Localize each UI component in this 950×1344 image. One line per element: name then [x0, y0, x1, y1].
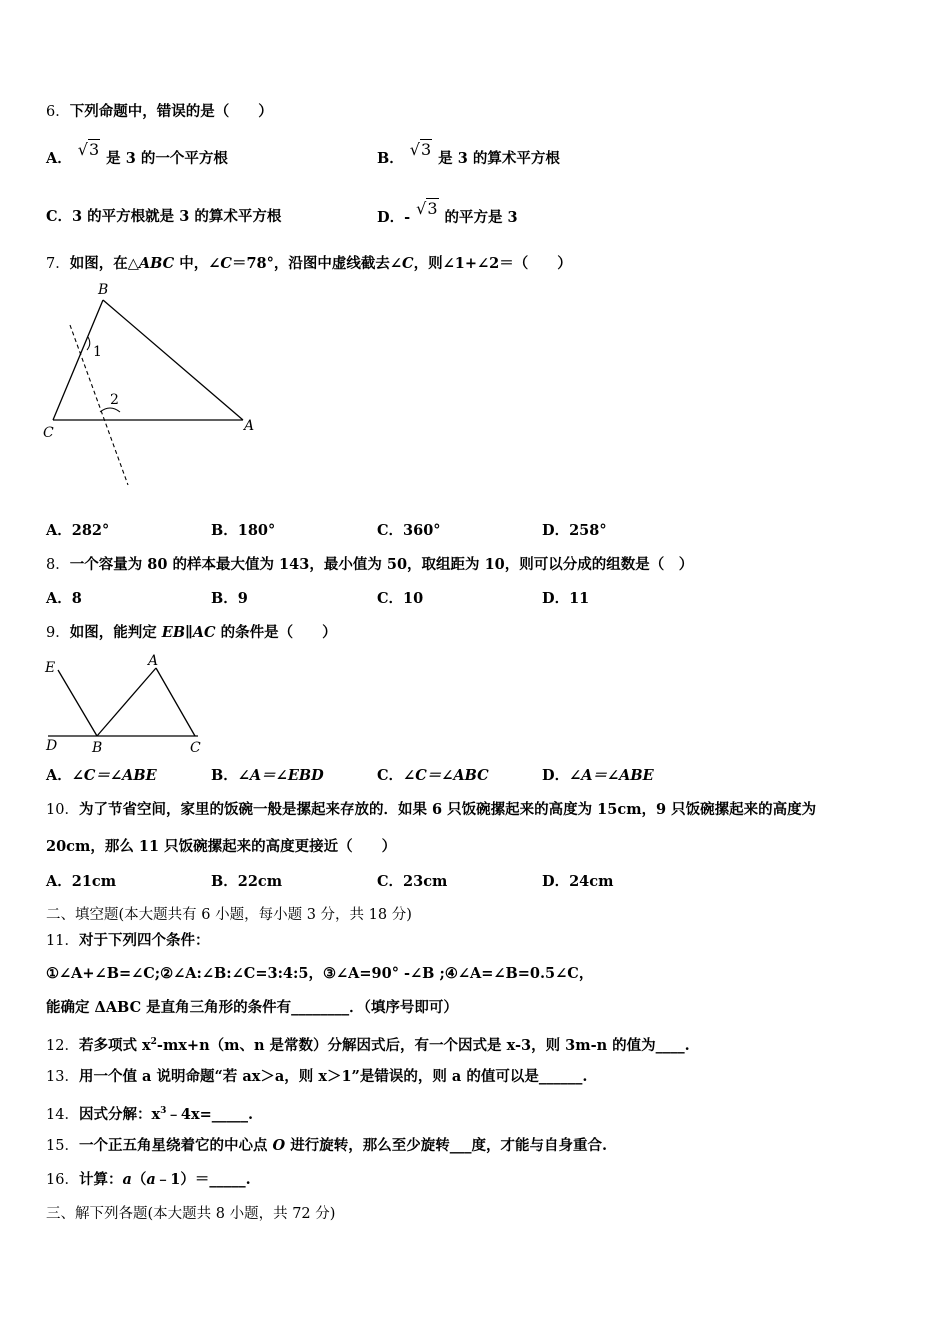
q8-option-c: C．10: [377, 590, 424, 607]
q9-option-a: A．∠C＝∠ABE: [46, 767, 157, 784]
q6-option-d: D．- √3 的平方是 3: [377, 199, 518, 226]
q6-stem: 6．下列命题中，错误的是（ ）: [46, 103, 273, 120]
q16-stem: 16．计算：a（a﹣1）＝_____.: [46, 1171, 251, 1188]
q15-stem: 15．一个正五角星绕着它的中心点 O 进行旋转，那么至少旋转___度，才能与自身重合.: [46, 1137, 608, 1154]
q14-stem: 14．因式分解：$x^3﹣4x=\_\_\_\_\_$.: [46, 1105, 254, 1123]
q11-conditions: ①∠A+∠B=∠C;②∠A:∠B:∠C=3:4:5，③∠A=90° -∠B ;④∠A=∠B=0.5∠C，: [46, 965, 594, 982]
sqrt-symbol: √3: [416, 199, 438, 218]
q10-option-c: C．23cm: [377, 873, 448, 890]
edge-ba: [103, 300, 243, 420]
sqrt-symbol: √3: [77, 140, 100, 159]
label-C: C: [190, 740, 201, 756]
q9-option-b: B．∠A＝∠EBD: [211, 767, 324, 784]
label-C: C: [43, 425, 54, 441]
q7-option-b: B．180°: [211, 522, 276, 539]
q9-figure: [40, 648, 220, 758]
q7-option-a: A．282°: [46, 522, 110, 539]
segment-ac: [156, 668, 195, 736]
q6-option-b: B． √3 是 3 的算术平方根: [377, 140, 560, 167]
label-B: B: [92, 740, 103, 756]
q7-triangle-figure: [40, 280, 270, 490]
section-3-heading: 三、解下列各题(本大题共 8 小题，共 72 分): [46, 1206, 336, 1222]
q9-option-c: C．∠C＝∠ABC: [377, 767, 489, 784]
label-B: B: [98, 282, 109, 298]
q7-stem: 7．如图，在△ABC 中，∠C＝78°，沿图中虚线截去∠C，则∠1+∠2＝（ ）: [46, 255, 572, 272]
q13-stem: 13．用一个值 a 说明命题“若 ax＞a，则 x＞1”是错误的，则 a 的值可以是______.: [46, 1068, 588, 1085]
q6-option-c: C．3 的平方根就是 3 的算术平方根: [46, 208, 282, 225]
q10-option-a: A．21cm: [46, 873, 117, 890]
label-E: E: [45, 660, 56, 676]
q12-stem: 12．若多项式 $x^2-mx+n(m$、n 是常数）分解因式后，有一个因式是 x-3，则 3m-n 的值为____.: [46, 1036, 690, 1054]
q9-option-d: D．∠A＝∠ABE: [542, 767, 654, 784]
q9-stem: 9．如图，能判定 EB∥AC 的条件是（ ）: [46, 624, 337, 641]
q10-stem-line1: 10．为了节省空间，家里的饭碗一般是摞起来存放的．如果 6 只饭碗摞起来的高度为 15cm，9 只饭碗摞起来的高度为: [46, 801, 817, 818]
sqrt-symbol: √3: [409, 140, 432, 159]
q8-stem: 8．一个容量为 80 的样本最大值为 143，最小值为 50，取组距为 10，则可以分成的组数是（ ）: [46, 556, 694, 573]
label-A: A: [148, 653, 159, 669]
label-1: 1: [93, 344, 102, 360]
q10-stem-line2: 20cm，那么 11 只饭碗摞起来的高度更接近（ ）: [46, 838, 397, 855]
q7-option-d: D．258°: [542, 522, 607, 539]
section-2-heading: 二、填空题(本大题共有 6 小题，每小题 3 分，共 18 分): [46, 907, 412, 923]
q11-stem: 11．对于下列四个条件：: [46, 932, 210, 949]
q8-option-d: D．11: [542, 590, 590, 607]
q8-option-b: B．9: [211, 590, 248, 607]
label-D: D: [46, 738, 58, 754]
q8-option-a: A．8: [46, 590, 82, 607]
label-2: 2: [110, 392, 119, 408]
segment-eb: [58, 670, 97, 736]
q7-option-c: C．360°: [377, 522, 441, 539]
q10-option-d: D．24cm: [542, 873, 614, 890]
q10-option-b: B．22cm: [211, 873, 283, 890]
angle-2-arc: [100, 408, 120, 412]
segment-ba: [97, 668, 156, 736]
edge-cb: [53, 300, 103, 420]
label-A: A: [244, 418, 255, 434]
q6-option-a: A． √3 是 3 的一个平方根: [46, 140, 228, 167]
q11-ask: 能确定 ΔABC 是直角三角形的条件有________．（填序号即可）: [46, 999, 458, 1016]
